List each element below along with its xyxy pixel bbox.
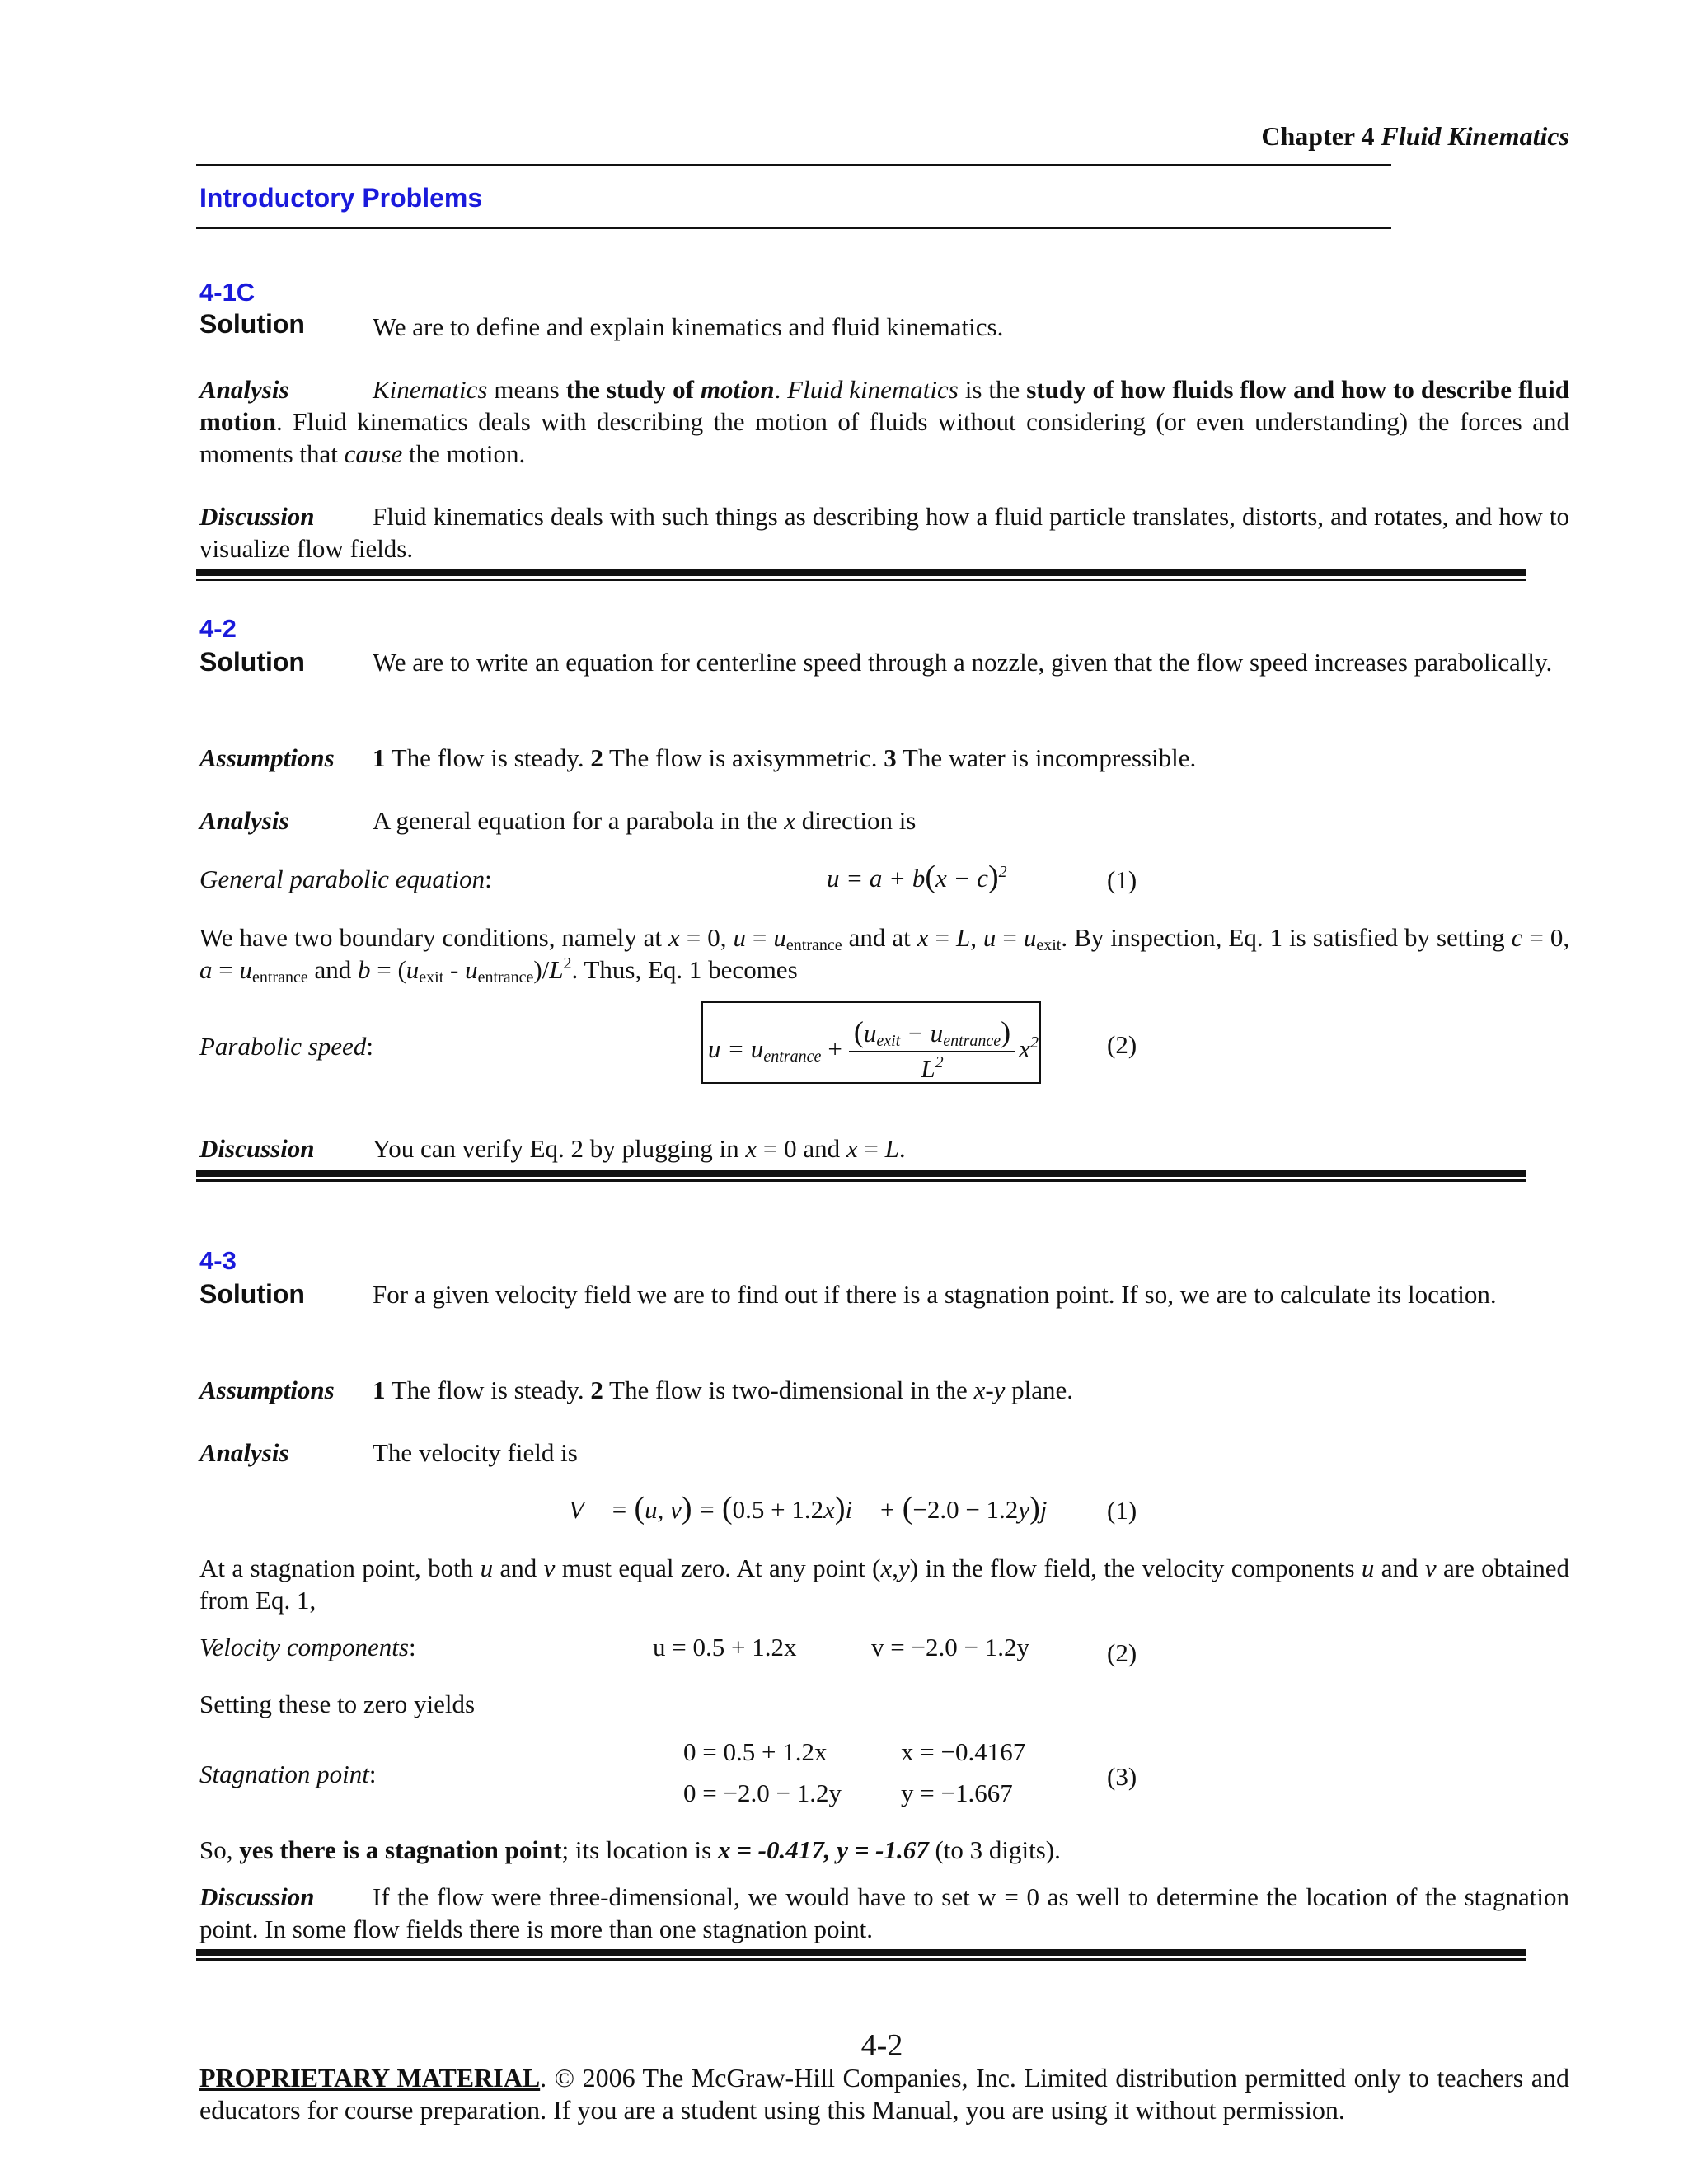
equation-number: (3) [1107, 1762, 1137, 1791]
solution-text: We are to write an equation for centerline speed through a nozzle, given that the flow speed increases parabolically. [373, 648, 1553, 677]
answer-text: ; its location is [561, 1835, 718, 1864]
header-rule-top [196, 164, 1391, 166]
assumptions-paragraph [199, 1374, 1569, 1406]
problem-number: 4-3 [199, 1246, 237, 1275]
term-fluid-kinematics: Fluid kinematics [787, 375, 959, 404]
assumption-number: 2 [590, 1376, 603, 1404]
text-segment: is the [958, 375, 1027, 404]
assumptions-label: Assumptions [199, 743, 335, 772]
chapter-title: Fluid Kinematics [1381, 121, 1569, 151]
emphasis-text: the study of [565, 375, 701, 404]
assumption-number: 1 [373, 743, 386, 772]
section-divider [196, 569, 1526, 581]
analysis-label: Analysis [199, 806, 289, 835]
notice-text: . © 2006 The McGraw-Hill Companies, Inc. Limited distribution permitted only to teachers and educators for course preparation. If you are a student using this Manual, you are using it without permission. [199, 2063, 1570, 2125]
variable-xy: x-y [973, 1376, 1006, 1404]
analysis-text: The velocity field is [373, 1438, 578, 1467]
discussion-paragraph [199, 500, 1569, 565]
emphasis-motion: motion [700, 375, 775, 404]
emphasis-cause: cause [344, 439, 403, 468]
assumption-text: The water is incompressible. [896, 743, 1197, 772]
discussion-paragraph: Discussion You can verify Eq. 2 by plugging in x = 0 and x = L. [199, 1134, 906, 1163]
solution-text: We are to define and explain kinematics and fluid kinematics. [373, 312, 1004, 341]
eq1-label: General parabolic equation: [199, 865, 492, 893]
velocity-v-equation: v = −2.0 − 1.2y [871, 1633, 1029, 1661]
equation-number: (1) [1107, 865, 1137, 894]
equation-number: (2) [1107, 1638, 1137, 1667]
assumption-number: 1 [373, 1376, 386, 1404]
chapter-number: Chapter 4 [1261, 121, 1375, 151]
analysis-text: A general equation for a parabola in the [373, 806, 785, 835]
discussion-label: Discussion [199, 1134, 315, 1163]
parabolic-equation: $u = a + b(x - c)^2$ [827, 860, 1007, 894]
setting-text: Setting these to zero yields [199, 1690, 476, 1718]
header-rule-bottom [196, 227, 1391, 229]
stagnation-point-label: Stagnation point: [199, 1760, 377, 1788]
text-segment: . Fluid kinematics deals with describing the motion of fluids without considering (or even understanding) the forces and moments that [199, 407, 1569, 468]
stagnation-eq-y: 0 = −2.0 − 1.2y [683, 1779, 842, 1807]
problem-number: 4-1C [199, 278, 256, 307]
answer-text: So, [199, 1835, 240, 1864]
answer-text: (to 3 digits). [928, 1835, 1061, 1864]
analysis-label: Analysis [199, 375, 289, 404]
section-divider [196, 1170, 1526, 1182]
parabolic-speed-equation-box [701, 1001, 1041, 1084]
analysis-paragraph [199, 373, 1569, 470]
text-segment: the motion. [402, 439, 526, 468]
assumption-number: 2 [590, 743, 603, 772]
section-divider [196, 1949, 1526, 1961]
stagnation-result-y: y = −1.667 [901, 1779, 1013, 1807]
copyright-notice [199, 2062, 1569, 2126]
parabolic-speed-equation: $u = u_{entrance}$ + $\frac{(u_{exit} - u_{entrance})}{L^2}$ $x^2$ [708, 1015, 1039, 1083]
eq-label-text: Velocity components [199, 1633, 409, 1661]
answer-paragraph [199, 1834, 1569, 1866]
answer-location: x = -0.417, y = -1.67 [717, 1835, 929, 1864]
solution-label: Solution [199, 309, 305, 339]
assumption-text: plane. [1005, 1376, 1074, 1404]
analysis-label: Analysis [199, 1438, 289, 1467]
analysis-paragraph [199, 804, 1569, 837]
page-number: 4-2 [860, 2028, 903, 2063]
problem-number: 4-2 [199, 614, 237, 643]
eq-label-text: Parabolic speed [199, 1032, 367, 1061]
eq-label-text: Stagnation point [199, 1760, 369, 1788]
discussion-text: If the flow were three-dimensional, we would have to set w = 0 as well to determine the location of the stagnation point. In some flow fields there is more than one stagnation point. [199, 1882, 1569, 1943]
chapter-header [1261, 120, 1569, 152]
analysis-paragraph [199, 1436, 1569, 1469]
equation-number: (1) [1107, 1496, 1137, 1525]
answer-emphasis: yes there is a stagnation point [239, 1835, 562, 1864]
boundary-conditions-paragraph: We have two boundary conditions, namely at x = 0, $u = u_{entrance}$ and at x = L, $u = u_{exit}$. By inspection, Eq. 1 is satisfied by setting c = 0, $a = u_{entrance}$ and $b = (u_{exit} - u_{entrance})/L^2$. Thus, Eq. 1 becomes [199, 923, 1570, 987]
discussion-label: Discussion [199, 502, 315, 531]
solution-label: Solution [199, 647, 305, 677]
equation-number: (2) [1107, 1030, 1137, 1059]
solution-paragraph [199, 1278, 1569, 1310]
analysis-text: direction is [795, 806, 917, 835]
eq-label-text: General parabolic equation [199, 865, 485, 893]
stagnation-result-x: x = −0.4167 [901, 1737, 1026, 1766]
emphasis-text: study of how fluids flow and how to describe fluid motion [199, 375, 1569, 436]
stagnation-eq-x: 0 = 0.5 + 1.2x [683, 1737, 828, 1766]
variable-x: x [784, 806, 796, 835]
assumption-number: 3 [884, 743, 897, 772]
section-title: Introductory Problems [199, 183, 483, 213]
assumptions-paragraph [199, 742, 1569, 774]
term-kinematics: Kinematics [373, 375, 488, 404]
solution-text: For a given velocity field we are to find out if there is a stagnation point. If so, we are to calculate its location. [373, 1280, 1497, 1309]
text-segment: . [774, 375, 788, 404]
assumptions-label: Assumptions [199, 1376, 335, 1404]
assumption-text: The flow is steady. [385, 743, 591, 772]
velocity-components-label: Velocity components: [199, 1633, 416, 1661]
proprietary-label: PROPRIETARY MATERIAL [199, 2063, 541, 2093]
velocity-u-equation: u = 0.5 + 1.2x [653, 1633, 797, 1661]
assumption-text: The flow is steady. [385, 1376, 591, 1404]
eq2-label: Parabolic speed: [199, 1032, 373, 1061]
assumption-text: The flow is axisymmetric. [603, 743, 884, 772]
assumption-text: The flow is two-dimensional in the [603, 1376, 974, 1404]
velocity-field-equation: V⃗ = (u, v) = (0.5 + 1.2x)i⃗ + (−2.0 − 1.2y)j⃗ [569, 1491, 1067, 1526]
solution-paragraph [199, 646, 1569, 678]
stagnation-paragraph: At a stagnation point, both u and v must equal zero. At any point (x,y) in the flow field, the velocity components u and v are obtained from Eq. 1, [199, 1554, 1569, 1615]
solution-label: Solution [199, 1279, 305, 1309]
discussion-text: Fluid kinematics deals with such things as describing how a fluid particle translates, distorts, and rotates, and how to visualize flow fields. [199, 502, 1569, 563]
discussion-paragraph [199, 1881, 1569, 1945]
discussion-label: Discussion [199, 1882, 315, 1911]
text-segment: means [487, 375, 566, 404]
